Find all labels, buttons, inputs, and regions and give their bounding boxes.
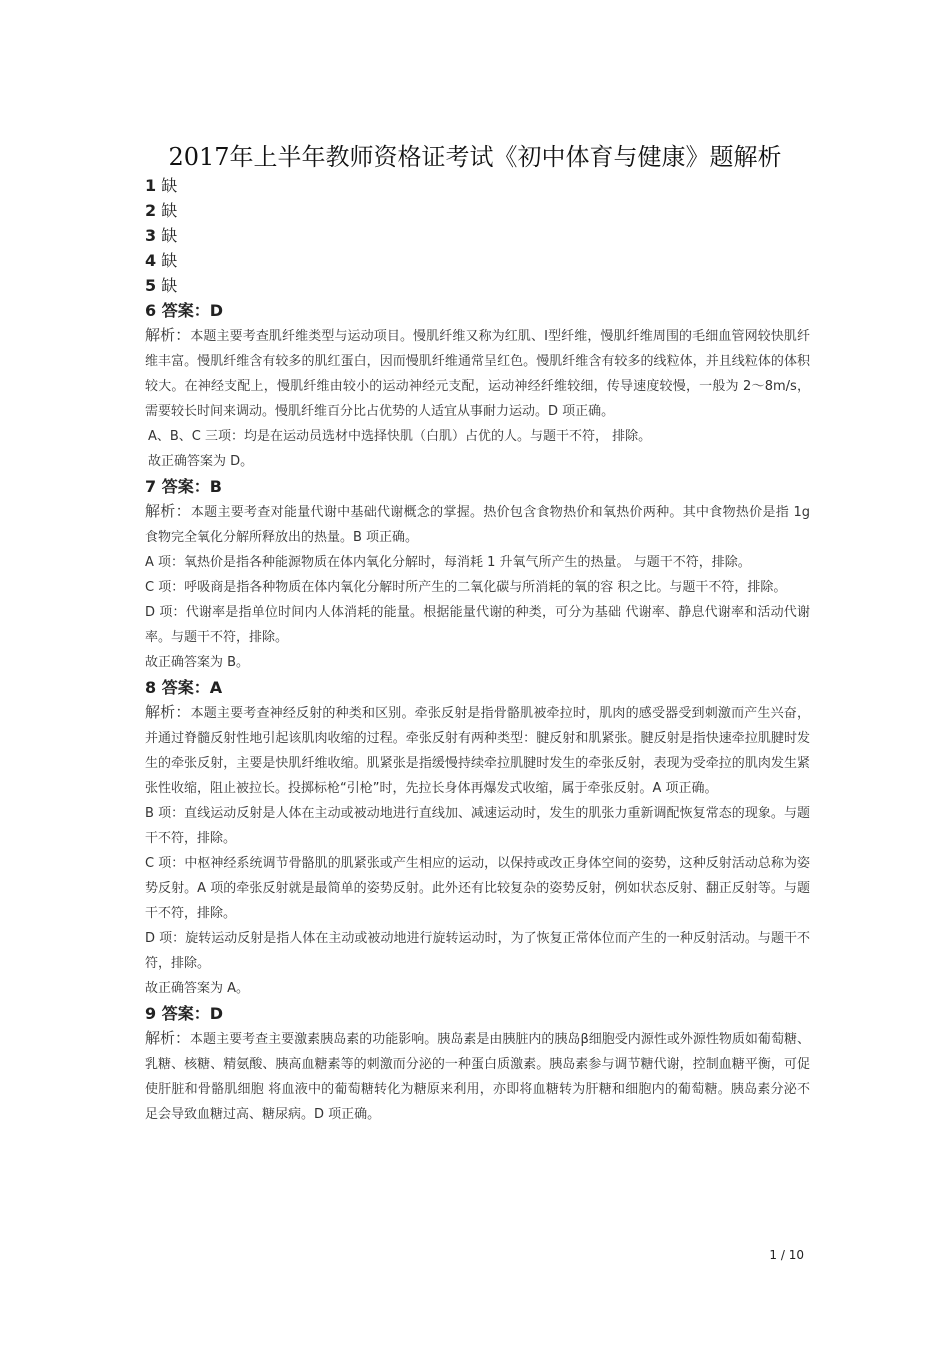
q7-option-d: D 项：代谢率是指单位时间内人体消耗的能量。根据能量代谢的种类，可分为基础 代谢率、静息代谢率和活动代谢率。与题干不符，排除。 — [145, 605, 810, 645]
q6-options: A、B、C 三项：均是在运动员选材中选择快肌（白肌）占优的人。与题干不符， 排除。 — [148, 429, 652, 444]
q9-answer: 9 答案：D — [145, 1004, 223, 1023]
missing-item: 3 缺 — [145, 226, 178, 245]
q9-analysis: 解析：本题主要考查主要激素胰岛素的功能影响。胰岛素是由胰脏内的胰岛β细胞受内源性或外源性物质如葡萄糖、乳糖、核糖、精氨酸、胰高血糖素等的刺激而分泌的一种蛋白质激素。胰岛素参与调节糖代谢，控制血糖平衡，可促使肝脏和骨骼肌细胞 将血液中的葡萄糖转化为糖原来利用，亦即将血糖转为肝糖和细胞内的葡萄糖。胰岛素分泌不足会导致血糖过高、糖尿病。D 项正确。 — [145, 1029, 810, 1122]
document-title: 2017年上半年教师资格证考试《初中体育与健康》题解析 — [168, 143, 782, 171]
document-body — [145, 173, 810, 1127]
missing-item: 1 缺 — [145, 176, 178, 195]
q7-analysis: 解析：本题主要考查对能量代谢中基础代谢概念的掌握。热价包含食物热价和氧热价两种。其中食物热价是指 1g 食物完全氧化分解所释放出的热量。B 项正确。 — [145, 502, 810, 545]
missing-item: 4 缺 — [145, 251, 178, 270]
q6-answer: 6 答案：D — [145, 301, 223, 320]
q8-option-c: C 项：中枢神经系统调节骨骼肌的肌紧张或产生相应的运动，以保持或改正身体空间的姿势，这种反射活动总称为姿势反射。A 项的牵张反射就是最简单的姿势反射。此外还有比较复杂的姿势反射，例如状态反射、翻正反射等。与题干不符，排除。 — [145, 856, 810, 921]
q8-analysis: 解析：本题主要考查神经反射的种类和区别。牵张反射是指骨骼肌被牵拉时，肌肉的感受器受到刺激而产生兴奋，并通过脊髓反射性地引起该肌肉收缩的过程。牵张反射有两种类型：腱反射和肌紧张。腱反射是指快速牵拉肌腱时发生的牵张反射，主要是快肌纤维收缩。肌紧张是指缓慢持续牵拉肌腱时发生的牵张反射，表现为受牵拉的肌肉发生紧张性收缩，阻止被拉长。投掷标枪“引枪”时，先拉长身体再爆发式收缩，属于牵张反射。A 项正确。 — [145, 703, 810, 796]
q6-analysis: 解析：本题主要考查肌纤维类型与运动项目。慢肌纤维又称为红肌、Ⅰ型纤维，慢肌纤维周围的毛细血管网较快肌纤维丰富。慢肌纤维含有较多的肌红蛋白，因而慢肌纤维通常呈红色。慢肌纤维含有较多的线粒体，并且线粒体的体积较大。在神经支配上，慢肌纤维由较小的运动神经元支配，运动神经纤维较细，传导速度较慢，一般为 2～8m/s，需要较长时间来调动。慢肌纤维百分比占优势的人适宜从事耐力运动。D 项正确。 — [145, 326, 810, 419]
q6-conclusion: 故正确答案为 D。 — [148, 454, 254, 469]
missing-item: 5 缺 — [145, 276, 178, 295]
q8-option-d: D 项：旋转运动反射是指人体在主动或被动地进行旋转运动时，为了恢复正常体位而产生的一种反射活动。与题干不符，排除。 — [145, 931, 810, 971]
q8-conclusion: 故正确答案为 A。 — [145, 981, 250, 996]
q8-answer: 8 答案：A — [145, 678, 223, 697]
q7-answer: 7 答案：B — [145, 477, 222, 496]
q7-option-a: A 项：氧热价是指各种能源物质在体内氧化分解时，每消耗 1 升氧气所产生的热量。 与题干不符，排除。 — [145, 555, 751, 570]
q7-option-c: C 项：呼吸商是指各种物质在体内氧化分解时所产生的二氧化碳与所消耗的氧的容 积之比。与题干不符，排除。 — [145, 580, 787, 595]
page-number: 1 / 10 — [769, 1248, 804, 1262]
q8-option-b: B 项：直线运动反射是人体在主动或被动地进行直线加、减速运动时，发生的肌张力重新调配恢复常态的现象。与题干不符，排除。 — [145, 806, 810, 846]
missing-item: 2 缺 — [145, 201, 178, 220]
q7-conclusion: 故正确答案为 B。 — [145, 655, 250, 670]
